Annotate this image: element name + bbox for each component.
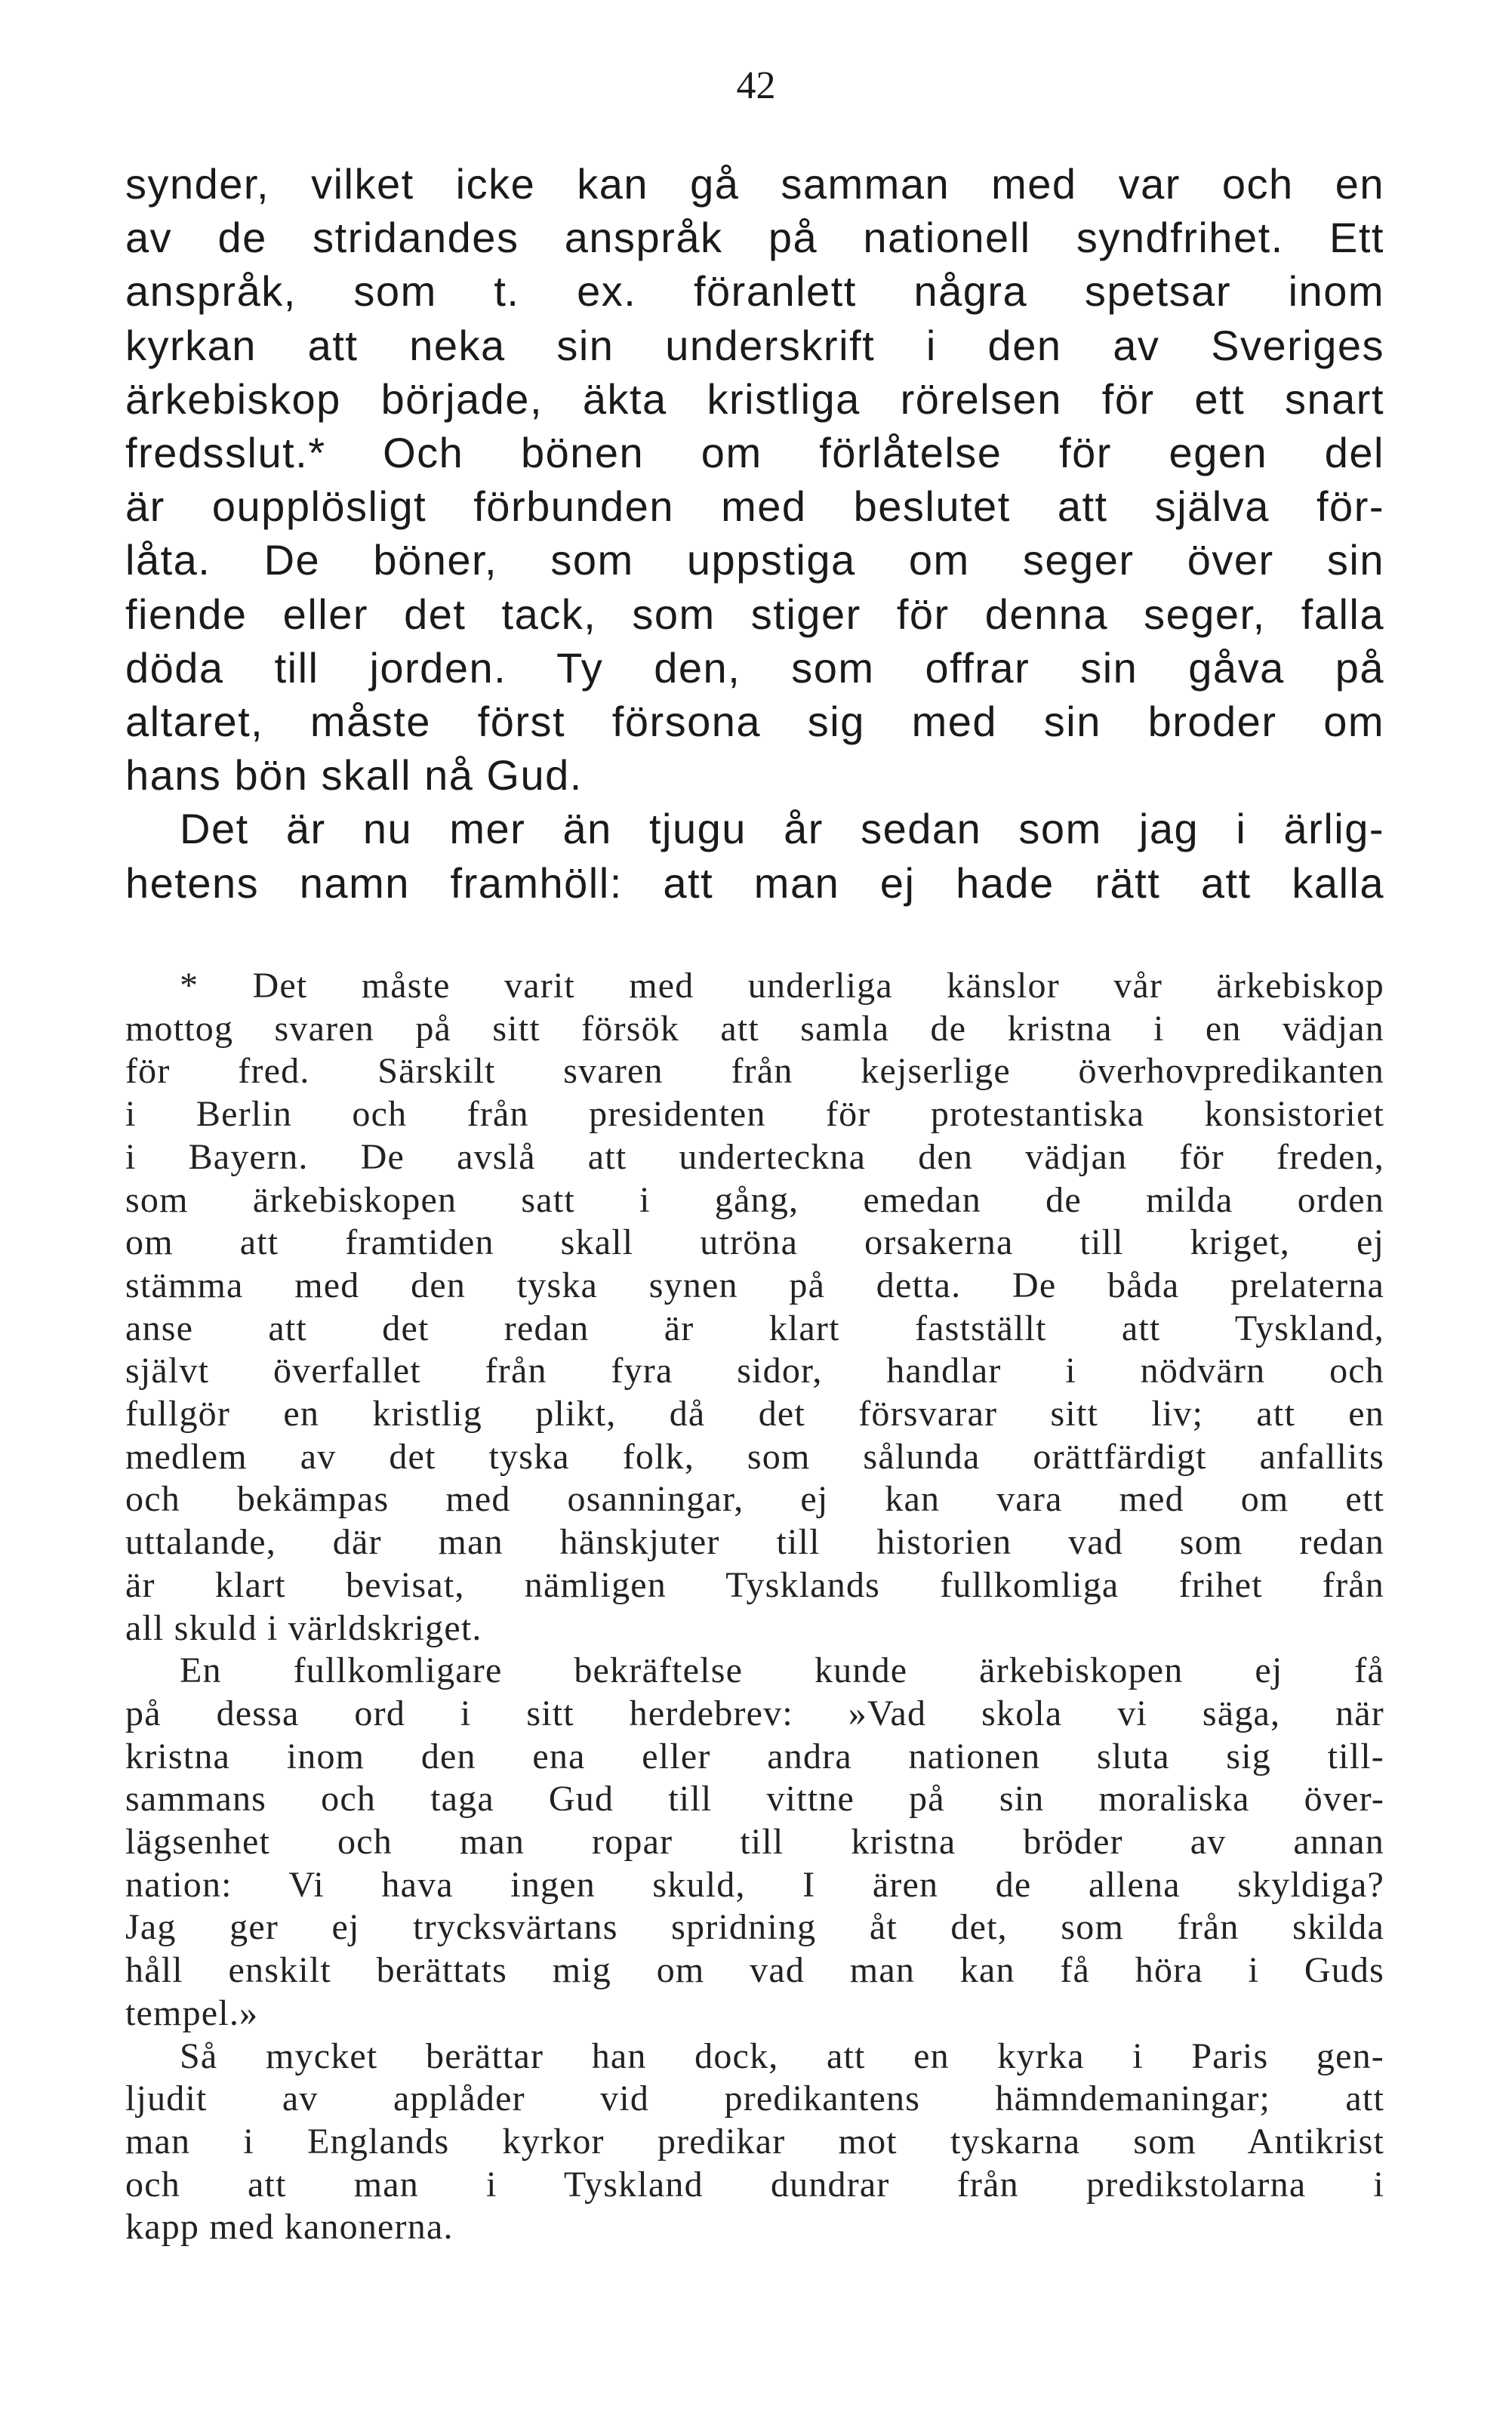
footnote-line: fullgör en kristlig plikt, då det försvarar sitt liv; att en — [125, 1394, 1384, 1434]
footnote-line: sammans och taga Gud till vittne på sin moraliska över- — [125, 1779, 1384, 1820]
footnote-line: medlem av det tyska folk, som sålunda orättfärdigt anfallits — [125, 1436, 1384, 1477]
main-text-block — [125, 157, 1384, 910]
footnote-line: för fred. Särskilt svaren från kejserlige överhovpredikanten — [125, 1051, 1384, 1092]
footnote-line: anse att det redan är klart fastställt att Tyskland, — [125, 1308, 1384, 1348]
footnote-line: är klart bevisat, nämligen Tysklands fullkomliga frihet från — [125, 1564, 1384, 1605]
footnote-line: och bekämpas med osanningar, ej kan vara med om ett — [125, 1479, 1384, 1520]
footnote-line: om att framtiden skall utröna orsakerna till kriget, ej — [125, 1222, 1384, 1263]
footnote-line: kristna inom den ena eller andra nationen sluta sig till- — [125, 1736, 1384, 1777]
footnote-line: all skuld i världskriget. — [125, 1607, 482, 1648]
footnote-line: En fullkomligare bekräftelse kunde ärkebiskopen ej få — [180, 1650, 1384, 1691]
footnote-line: uttalande, där man hänskjuter till historien vad som redan — [125, 1522, 1384, 1563]
footnote-line: lägsenhet och man ropar till kristna bröder av annan — [125, 1822, 1384, 1863]
footnote-line: ljudit av applåder vid predikantens hämndemaningar; att — [125, 2078, 1384, 2119]
footnote-line: självt överfallet från fyra sidor, handlar i nödvärn och — [125, 1351, 1384, 1391]
text-line: fiende eller det tack, som stiger för denna seger, falla — [125, 590, 1384, 638]
footnote-line: och att man i Tyskland dundrar från predikstolarna i — [125, 2164, 1384, 2205]
footnote-line: håll enskilt berättats mig om vad man kan få höra i Guds — [125, 1950, 1384, 1991]
text-line: av de stridandes anspråk på nationell syndfrihet. Ett — [125, 214, 1384, 262]
text-line: hans bön skall nå Gud. — [125, 751, 583, 800]
text-line: kyrkan att neka sin underskrift i den av Sveriges — [125, 321, 1384, 369]
footnote-line: tempel.» — [125, 1992, 259, 2033]
text-line: döda till jorden. Ty den, som offrar sin gåva på — [125, 643, 1384, 692]
text-line: är oupplösligt förbunden med beslutet att själva för- — [125, 482, 1384, 531]
page-number: 42 — [736, 64, 776, 107]
footnote-line: stämma med den tyska synen på detta. De båda prelaterna — [125, 1265, 1384, 1305]
footnote-line: i Berlin och från presidenten för protestantiska konsistoriet — [125, 1094, 1384, 1135]
footnote-line: på dessa ord i sitt herdebrev: »Vad skola vi säga, när — [125, 1693, 1384, 1733]
footnote-line: nation: Vi hava ingen skuld, I ären de allena skyldiga? — [125, 1864, 1384, 1905]
footnote-line: Jag ger ej trycksvärtans spridning åt det, som från skilda — [125, 1907, 1384, 1948]
footnote-line: mottog svaren på sitt försök att samla de kristna i en vädjan — [125, 1008, 1384, 1049]
footnote-line: i Bayern. De avslå att underteckna den vädjan för freden, — [125, 1136, 1384, 1177]
footnote-line: * Det måste varit med underliga känslor vår ärkebiskop — [180, 966, 1384, 1006]
text-line: fredsslut.* Och bönen om förlåtelse för egen del — [125, 429, 1384, 477]
text-line: anspråk, som t. ex. föranlett några spetsar inom — [125, 267, 1384, 316]
text-line: altaret, måste först försona sig med sin broder om — [125, 698, 1384, 746]
footnote-line: kapp med kanonerna. — [125, 2207, 454, 2248]
footnote-line: Så mycket berättar han dock, att en kyrka i Paris gen- — [180, 2035, 1384, 2076]
text-line: hetens namn framhöll: att man ej hade rätt att kalla — [125, 858, 1384, 907]
text-line: Det är nu mer än tjugu år sedan som jag i ärlig- — [180, 805, 1384, 853]
text-line: ärkebiskop började, äkta kristliga rörelsen för ett snart — [125, 374, 1384, 423]
footnote-block — [125, 965, 1384, 2249]
footnote-line: som ärkebiskopen satt i gång, emedan de milda orden — [125, 1179, 1384, 1220]
text-line: låta. De böner, som uppstiga om seger över sin — [125, 536, 1384, 584]
footnote-line: man i Englands kyrkor predikar mot tyskarna som Antikrist — [125, 2121, 1384, 2162]
text-line: synder, vilket icke kan gå samman med var och en — [125, 160, 1384, 208]
